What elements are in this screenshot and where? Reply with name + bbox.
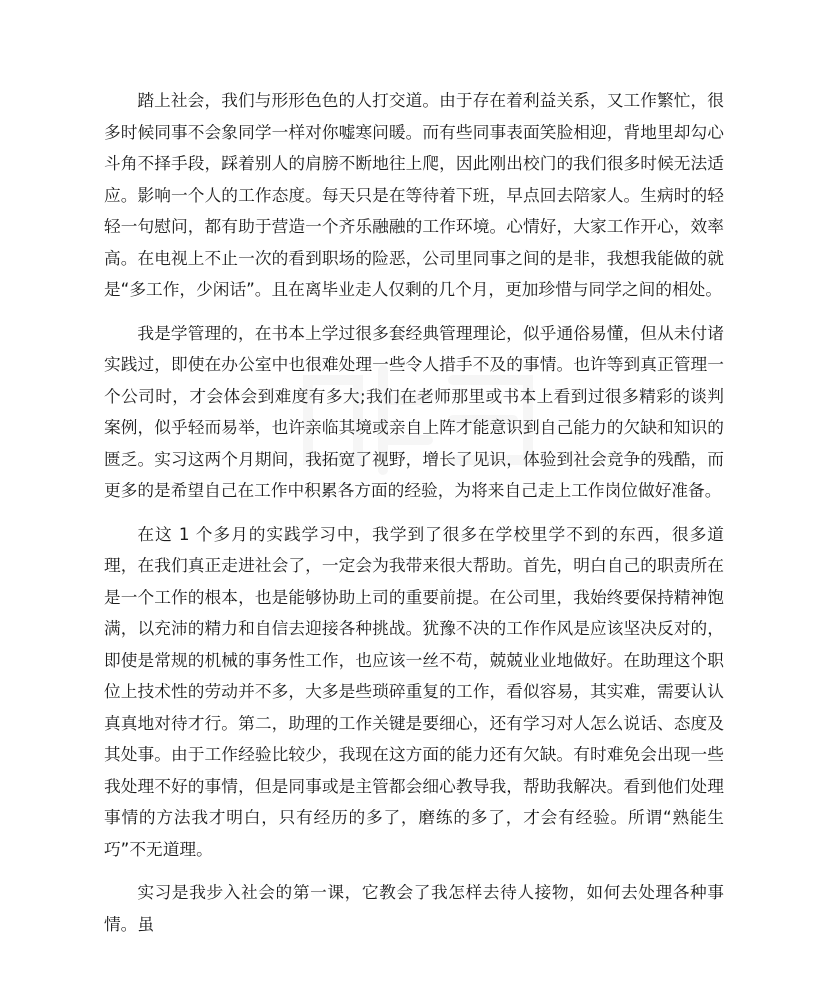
paragraph-1: 踏上社会，我们与形形色色的人打交道。由于存在着利益关系，又工作繁忙，很多时候同事不会象同学一样对你嘘寒问暖。而有些同事表面笑脸相迎，背地里却勾心斗角不择手段，踩着别人的肩膀不断地往上爬，因此刚出校门的我们很多时候无法适应。影响一个人的工作态度。每天只是在等待着下班，早点回去陪家人。生病时的轻轻一句慰问，都有助于营造一个齐乐融融的工作环境。心情好，大家工作开心，效率高。在电视上不止一次的看到职场的险恶，公司里同事之间的是非，我想我能做的就是“多工作，少闲话”。且在离毕业走人仅剩的几个月，更加珍惜与同学之间的相处。 <box>104 90 724 299</box>
document-body <box>104 85 724 952</box>
paragraph-3: 在这 1 个多月的实践学习中，我学到了很多在学校里学不到的东西，很多道理，在我们真正走进社会了，一定会为我带来很大帮助。首先，明白自己的职责所在是一个工作的根本，也是能够协助上司的重要前提。在公司里，我始终要保持精神饱满，以充沛的精力和自信去迎接各种挑战。犹豫不决的工作作风是应该坚决反对的，即使是常规的机械的事务性工作，也应该一丝不苟，兢兢业业地做好。在助理这个职位上技术性的劳动并不多，大多是些琐碎重复的工作，看似容易，其实难，需要认认真真地对待才行。第二，助理的工作关键是要细心，还有学习对人怎么说话、态度及其处事。由于工作经验比较少，我现在这方面的能力还有欠缺。有时难免会出现一些我处理不好的事情，但是同事或是主管都会细心教导我，帮助我解决。看到他们处理事情的方法我才明白，只有经历的多了，磨练的多了，才会有经验。所谓“熟能生巧”不无道理。 <box>104 523 724 859</box>
paragraph-4: 实习是我步入社会的第一课，它教会了我怎样去待人接物，如何去处理各种事情。虽 <box>104 882 724 934</box>
paragraph-2: 我是学管理的，在书本上学过很多套经典管理理论，似乎通俗易懂，但从未付诸实践过，即使在办公室中也很难处理一些令人措手不及的事情。也许等到真正管理一个公司时，才会体会到难度有多大;我们在老师那里或书本上看到过很多精彩的谈判案例，似乎轻而易举，也许亲临其境或亲自上阵才能意识到自己能力的欠缺和知识的匮乏。实习这两个月期间，我拓宽了视野，增长了见识，体验到社会竞争的残酷，而更多的是希望自己在工作中积累各方面的经验，为将来自己走上工作岗位做好准备。 <box>104 322 724 500</box>
